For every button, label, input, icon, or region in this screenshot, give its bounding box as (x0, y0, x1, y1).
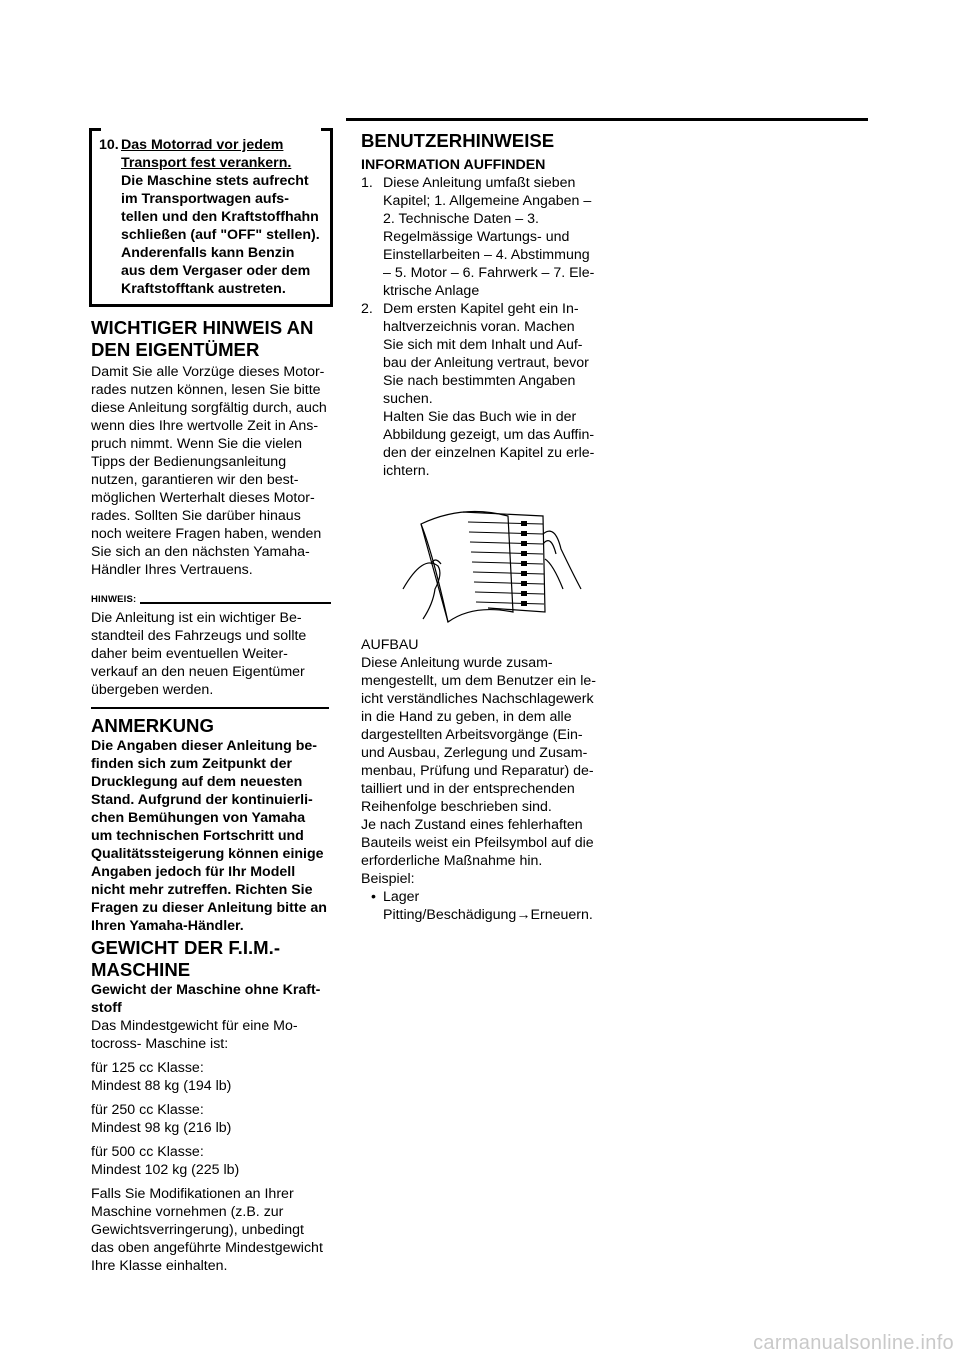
warning-line: Das Motorrad vor jedem (121, 137, 284, 153)
warning-line: im Transportwagen aufs- (121, 191, 289, 207)
warning-line: schließen (auf "OFF" stellen). (121, 227, 320, 243)
section-heading-benutzerhinweise: BENUTZERHINWEISE (361, 130, 555, 151)
gewicht-closing: Falls Sie Modifikationen an Ihrer Maschine vornehmen (z.B. zur Gewichtsverringerung), unbedingt das oben angeführte Mindestgewicht Ihre Klasse einhalten. (91, 1186, 323, 1274)
weight-class: für 500 cc Klasse: Mindest 102 kg (225 lb) (91, 1144, 240, 1178)
gewicht-intro: Das Mindestgewicht für eine Mo- tocross- Maschine ist: (91, 1018, 298, 1052)
hinweis-label: HINWEIS: (91, 594, 137, 605)
anmerkung-body: Die Angaben dieser Anleitung be- finden sich zum Zeitpunkt der Drucklegung auf dem neuesten Stand. Aufgrund der kontinuierli- chen Bemühungen von Yamaha um technischen Fortschritt und Qualitätssteigerung können einige Angaben jedoch für Ihr Modell nicht mehr zutreffen. Richten Sie Fragen zu dieser Anleitung bitte an Ihren Yamaha-Händler. (91, 738, 327, 934)
hinweis-header (91, 591, 331, 609)
bullet-item: • Lager Pitting/Beschädigung→Erneuern. (371, 889, 593, 923)
watermark: carmanualsonline.info (753, 1332, 954, 1354)
warning-line: Kraftstofftank austreten. (121, 281, 286, 297)
weight-class: für 125 cc Klasse: Mindest 88 kg (194 lb) (91, 1060, 232, 1094)
hinweis-rule (140, 602, 331, 604)
list-item: 1. Diese Anleitung umfaßt sieben Kapitel; 1. Allgemeine Angaben – 2. Technische Daten – 3. Regelmässige Wartungs- und Einstellarbeiten – 4. Abstimmung – 5. Motor – 6. Fahrwerk – 7. Ele- ktrische Anlage (361, 175, 595, 299)
aufbau-title: AUFBAU (361, 637, 419, 653)
warning-line: tellen und den Kraftstoffhahn (121, 209, 319, 225)
arrow-right-icon: → (516, 907, 531, 923)
list-item: 2. Dem ersten Kapitel geht ein In- haltverzeichnis voran. Machen Sie sich mit dem Inhalt und Auf- bau der Anleitung vertraut, bevor Sie nach bestimmten Angaben suchen. Halten Sie das Buch wie in der Abbildung gezeigt, um das Auffin- den der einzelnen Kapitel zu erle- ichtern. (361, 301, 595, 479)
section-heading-gewicht: GEWICHT DER F.I.M.- MASCHINE (91, 937, 281, 980)
warning-text (121, 136, 324, 298)
gewicht-subtitle: Gewicht der Maschine ohne Kraft- stoff (91, 982, 321, 1016)
aufbau-body: Diese Anleitung wurde zusam- mengestellt, um dem Benutzer ein le- icht verständliches Nachschlagewerk in die Hand zu geben, in dem alle dargestellten Arbeitsvorgänge (Ein- und Ausbau, Zerlegung und Zusam- menbau, Prüfung und Reparatur) de- tailliert und in der entsprechenden Reihenfolge beschrieben sind. Je nach Zustand eines fehlerhaften Bauteils weist ein Pfeilsymbol auf die erforderliche Maßnahme hin. Beispiel: (361, 655, 596, 887)
warning-line: Anderenfalls kann Benzin (121, 245, 295, 261)
section-heading-anmerkung: ANMERKUNG (91, 715, 214, 736)
left-column (91, 128, 331, 1275)
warning-number: 10. (99, 137, 119, 153)
weight-class: für 250 cc Klasse: Mindest 98 kg (216 lb) (91, 1102, 232, 1136)
hands-holding-book-image (393, 494, 583, 624)
wichtiger-hinweis-body: Damit Sie alle Vorzüge dieses Motor- rades nutzen können, lesen Sie bitte diese Anleitung sorgfältig durch, auch wenn dies Ihre wertvolle Zeit in Ans- pruch nimmt. Wenn Sie die vielen Tipps der Bedienungsanleitung nutzen, garantieren wir den best- möglichen Werterhalt dieses Motor- rades. Sollten Sie darüber hinaus noch weitere Fragen haben, wenden Sie sich an den nächsten Yamaha- Händler Ihres Vertrauens. (91, 364, 327, 578)
warning-line: Transport fest verankern. (121, 155, 292, 171)
section-divider (91, 707, 329, 709)
warning-box (89, 128, 333, 307)
book-handling-illustration (393, 494, 583, 624)
warning-line: aus dem Vergaser oder dem (121, 263, 311, 279)
top-rule (346, 118, 868, 121)
information-auffinden-subtitle: INFORMATION AUFFINDEN (361, 157, 546, 173)
hinweis-body: Die Anleitung ist ein wichtiger Be- standteil des Fahrzeugs und sollte daher beim eventuellen Weiter- verkauf an den neuen Eigentümer übergeben werden. (91, 610, 307, 698)
bullet-icon: • (371, 889, 376, 905)
warning-line: Die Maschine stets aufrecht (121, 173, 309, 189)
right-column (361, 128, 606, 924)
section-heading-wichtiger-hinweis: WICHTIGER HINWEIS AN DEN EIGENTÜMER (91, 317, 314, 360)
